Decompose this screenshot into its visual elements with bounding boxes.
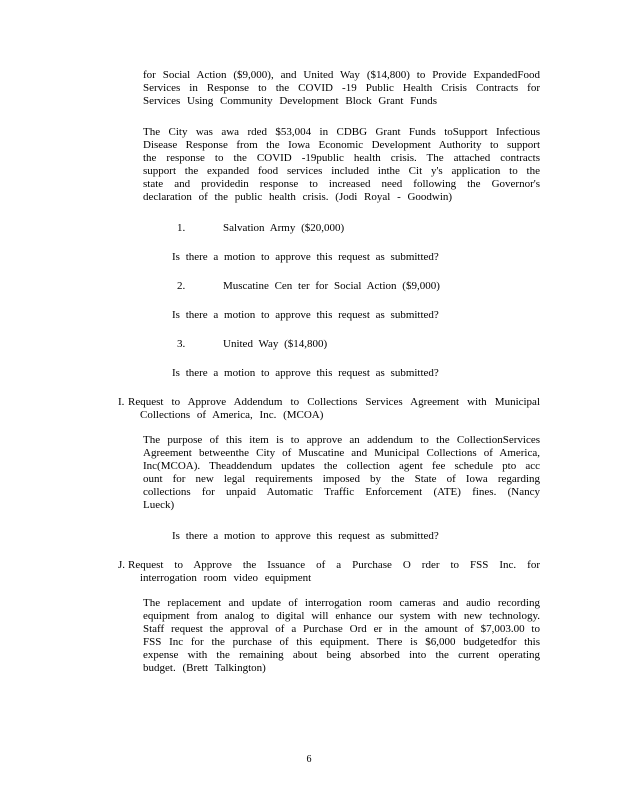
motion-prompt: Is there a motion to approve this request as submitted? [172, 530, 439, 542]
funding-item-row [177, 222, 618, 235]
funding-item-row [177, 280, 618, 293]
agenda-item-j-title [118, 559, 540, 585]
agenda-item-i-body: The purpose of this item is to approve an addendum to the CollectionServices Agreement betweenthe City of Muscatine and Municipal Collections of America, Inc(MCOA). Theaddendum updates the collection agent fee schedule pto acc ount for new legal requirements imposed by the State of Iowa regarding collections for unpaid Automatic Traffic Enforcement (ATE) fines. (Nancy Lueck) [143, 434, 540, 511]
motion-prompt: Is there a motion to approve this request as submitted? [172, 367, 439, 379]
continuation-paragraph: for Social Action ($9,000), and United Way ($14,800) to Provide ExpandedFood Services in Response to the COVID -19 Public Health Crisis Contracts for Services Using Community Development Block Grant Funds [143, 69, 540, 107]
agenda-item-i-title [118, 396, 540, 422]
agenda-item-i-marker: I. [118, 396, 125, 408]
agenda-item-j-title-text: Request to Approve the Issuance of a Purchase O rder to FSS Inc. for interrogation room video equipment [128, 559, 540, 584]
funding-item-label: United Way ($14,800) [223, 338, 328, 350]
funding-item-number: 3. [177, 338, 186, 350]
funding-item-label: Salvation Army ($20,000) [223, 222, 345, 234]
funding-item-label: Muscatine Cen ter for Social Action ($9,000) [223, 280, 440, 292]
motion-prompt: Is there a motion to approve this request as submitted? [172, 309, 439, 321]
agenda-item-i-title-text: Request to Approve Addendum to Collections Services Agreement with Municipal Collections of America, Inc. (MCOA) [128, 396, 540, 421]
funding-item-number: 2. [177, 280, 186, 292]
motion-prompt: Is there a motion to approve this request as submitted? [172, 251, 439, 263]
page-number: 6 [306, 754, 312, 765]
agenda-item-j-body: The replacement and update of interrogation room cameras and audio recording equipment from analog to digital will enhance our system with new technology. Staff request the approval of a Purchase Ord er in the amount of $7,003.00 to FSS Inc for the purchase of this equipment. There is $6,000 budgetedfor this expense with the remaining about being absorbed into the current operating budget. (Brett Talkington) [143, 597, 540, 674]
cdbg-grant-paragraph: The City was awa rded $53,004 in CDBG Grant Funds toSupport Infectious Disease Response from the Iowa Economic Development Authority to support the response to the COVID -19public health crisis. The attached contracts support the expanded food services included inthe Cit y's application to the state and providedin response to increased need following the Governor's declaration of the public health crisis. (Jodi Royal - Goodwin) [143, 126, 540, 203]
funding-item-number: 1. [177, 222, 186, 234]
agenda-item-j-marker: J. [118, 559, 126, 571]
funding-item-row [177, 338, 618, 351]
